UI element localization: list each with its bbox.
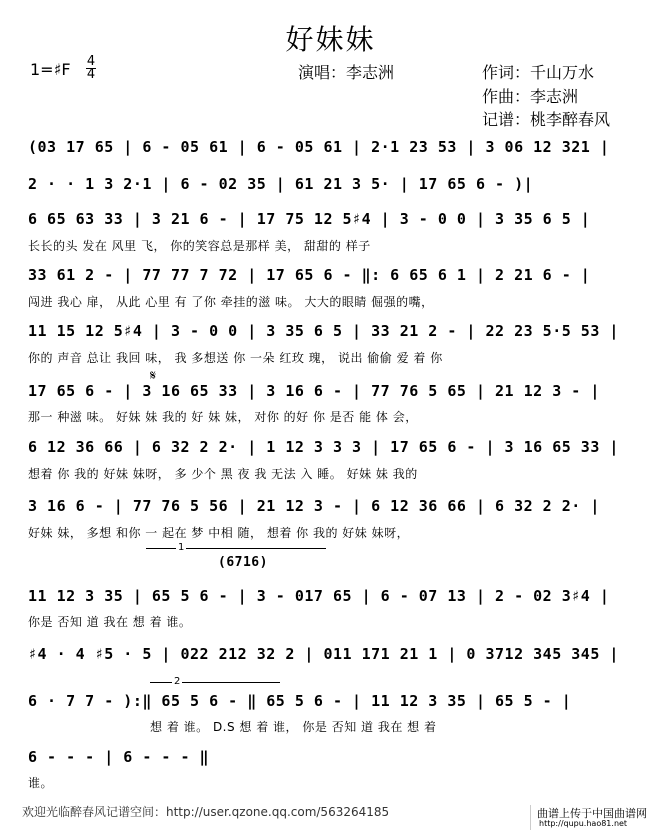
logo-url: http://qupu.hao81.net xyxy=(539,819,628,828)
score-line-5-lyrics: 你的 声音 总让 我回 味， 我 多想送 你 一朵 红玫 瑰， 说出 偷偷 爱 着 你 xyxy=(28,351,443,365)
score-line-8-notes: 3 16 6 - | 77 76 5 56 | 21 12 3 - | 6 12 36 66 | 6 32 2 2· | xyxy=(28,497,600,515)
composer-credit: 作曲：李志洲 xyxy=(482,87,579,106)
lyricist-credit: 作词：千山万水 xyxy=(482,63,595,82)
score-line-5-notes: 11 15 12 5♯4 | 3 - 0 0 | 3 35 6 5 | 33 21 2 - | 22 23 5·5 53 | xyxy=(28,322,619,340)
score-line-1-notes: (03 17 65 | 6 - 05 61 | 6 - 05 61 | 2·1 23 53 | 3 06 12 321 | xyxy=(28,138,610,156)
footer-credit: 欢迎光临醉春风记谱空间：http://user.qzone.qq.com/563264185 xyxy=(22,805,390,819)
score-line-3-lyrics: 长长的头 发在 风里 飞， 你的笑容总是那样 美， 甜甜的 样子 xyxy=(28,239,371,253)
score-line-10-notes: ♯4 · 4 ♯5 · 5 | 022 212 32 2 | 011 171 21 1 | 0 3712 345 345 | xyxy=(28,645,619,663)
key-signature: 1=♯F xyxy=(30,60,71,79)
score-line-3-notes: 6 65 63 33 | 3 21 6 - | 17 75 12 5♯4 | 3 - 0 0 | 3 35 6 5 | xyxy=(28,210,591,228)
score-line-8-lyrics: 好妹 妹， 多想 和你 一 起在 梦 中相 随， 想着 你 我的 好妹 妹呀， xyxy=(28,526,410,540)
score-line-6-notes: 17 65 6 - | 3 16 65 33 | 3 16 6 - | 77 76 5 65 | 21 12 3 - | xyxy=(28,382,600,400)
song-title: 好妹妹 xyxy=(285,23,376,56)
score-line-12-lyrics: 谁。 xyxy=(28,776,54,790)
score-line-12-notes: 6 - - - | 6 - - - ‖ xyxy=(28,748,210,766)
singer-credit: 演唱：李志洲 xyxy=(298,63,395,82)
meter-bottom: 4 xyxy=(86,67,96,82)
segno-icon: 𝄋 xyxy=(150,368,157,384)
score-line-4-notes: 33 61 2 - | 77 77 7 72 | 17 65 6 - ‖: 6 65 6 1 | 2 21 6 - | xyxy=(28,266,591,284)
score-line-6-lyrics: 那一 种滋 味。 好妹 妹 我的 好 妹 妹， 对你 的好 你 是否 能 体 会， xyxy=(28,410,418,424)
volta-bracket-2 xyxy=(150,682,280,683)
score-line-7-notes: 6 12 36 66 | 6 32 2 2· | 1 12 3 3 3 | 17 65 6 - | 3 16 65 33 | xyxy=(28,438,619,456)
score-line-9-overlay: (6716) xyxy=(218,555,268,570)
transcriber-credit: 记谱：桃李醉春风 xyxy=(482,110,611,129)
score-line-2-notes: 2 · · 1 3 2·1 | 6 - 02 35 | 61 21 3 5· | 17 65 6 - )| xyxy=(28,175,534,193)
score-line-7-lyrics: 想着 你 我的 好妹 妹呀， 多 少个 黑 夜 我 无法 入 睡。 好妹 妹 我的 xyxy=(28,467,418,481)
score-line-9-notes: 11 12 3 35 | 65 5 6 - | 3 - 017 65 | 6 - 07 13 | 2 - 02 3♯4 | xyxy=(28,587,610,605)
site-logo xyxy=(530,805,661,830)
score-line-9-lyrics: 你是 否知 道 我在 想 着 谁。 xyxy=(28,615,192,629)
time-signature xyxy=(86,56,96,81)
volta-2-number: 2 xyxy=(174,676,181,687)
volta-1-number: 1 xyxy=(178,542,185,553)
score-line-11-notes: 6 · 7 7 - ):‖ 65 5 6 - ‖ 65 5 6 - | 11 12 3 35 | 65 5 - | xyxy=(28,692,572,710)
logo-text: 曲谱上传于中国曲谱网 xyxy=(537,807,647,820)
score-line-4-lyrics: 闯进 我心 扉， 从此 心里 有 了你 牵挂的滋 味。 大大的眼睛 倔强的嘴， xyxy=(28,295,434,309)
volta-bracket-1 xyxy=(146,548,326,549)
score-line-11-lyrics: 想 着 谁。 D.S 想 着 谁， 你是 否知 道 我在 想 着 xyxy=(150,720,437,734)
meter-top: 4 xyxy=(86,54,96,69)
